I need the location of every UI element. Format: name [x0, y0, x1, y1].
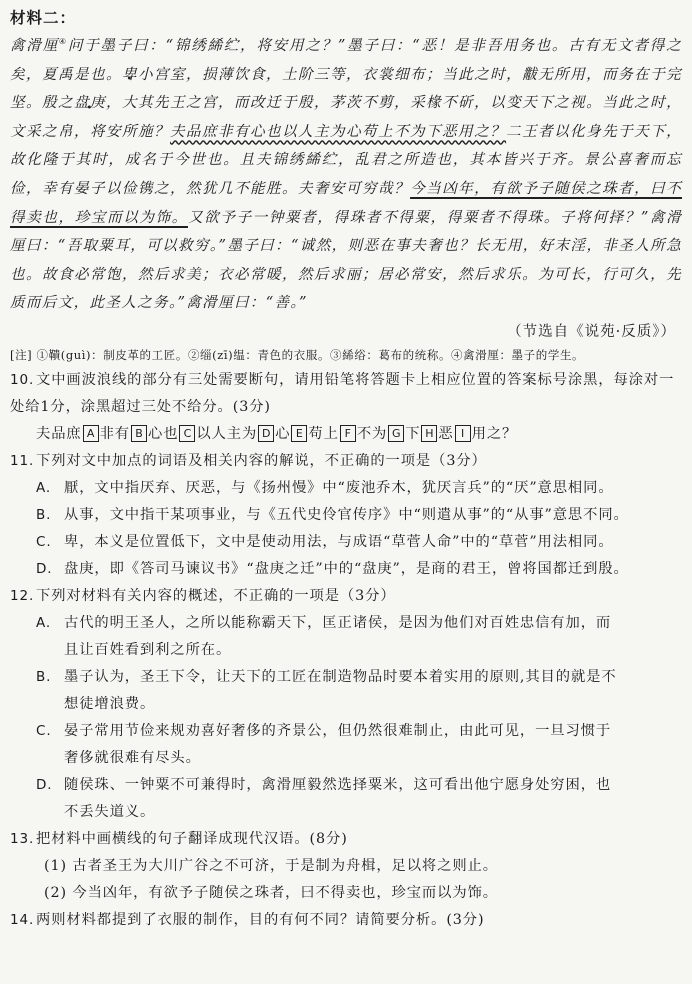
- option-c[interactable]: C. 晏子常用节俭来规劝喜好奢侈的齐景公，但仍然很难制止，由此可见，一旦习惯于: [36, 722, 612, 739]
- break-box[interactable]: I: [455, 425, 471, 442]
- passage-text: 小宫室，损薄饮食，土阶三等，衣裳细布；当此之时，黻无所用，而务在于完坚。殷之: [10, 65, 682, 112]
- underlined-sentence: 今当凶年，有欲予子随侯之珠者，曰不得卖也，珍宝而以为饰。: [10, 179, 682, 226]
- option-d-continued: 不丢失道义。: [64, 803, 156, 820]
- option-a[interactable]: A. 厭，文中指厌弃、厌恶，与《扬州慢》中“废池乔木，犹厌言兵”的“厌”意思相同。: [36, 479, 614, 496]
- question-number: 11.: [10, 452, 35, 469]
- passage-text: 又欲予子一钟粟者，得珠者不得粟，得粟者不得珠。子将何择？”禽滑厘曰：“吾取粟耳，可以救穷。”墨子曰：“诚然，则恶在事夫奢也？长无用，好末淫，非圣人所急也。故食必常饱，然后求美；衣必常暖，然后求丽；居必常安，然后求乐。为可长，行可久，先质而后文，此圣人之务。”禽滑厘曰：“善。”: [10, 208, 683, 312]
- dotted-word: 盘庚: [74, 94, 107, 112]
- break-box[interactable]: F: [340, 425, 356, 442]
- classical-passage: [10, 32, 682, 318]
- passage-text: ，大其先王之宫，而改迁于殷，茅茨不剪，采椽不斫，以变天下之视。当此之时，文采之帛，将安所施？: [10, 94, 682, 140]
- option-c[interactable]: C. 卑，本义是位置低下，文中是使动用法，与成语“草菅人命”中的“草菅”用法相同。: [36, 533, 614, 550]
- question-stem: 下列对材料有关内容的概述，不正确的一项是（3分）: [36, 587, 396, 604]
- question-13: [10, 826, 682, 907]
- question-12: [10, 583, 682, 826]
- option-c-continued: 奢侈就很难有尽头。: [64, 749, 201, 766]
- option-a-continued: 且让百姓看到利之所在。: [64, 641, 232, 658]
- break-box[interactable]: C: [179, 425, 195, 442]
- question-10: [10, 367, 682, 448]
- question-number: 13.: [10, 830, 35, 847]
- question-stem: 把材料中画横线的句子翻译成现代汉语。(8分): [36, 830, 348, 847]
- option-a[interactable]: A. 古代的明王圣人，之所以能称霸天下，匡正诸侯，是因为他们对百姓忠信有加，而: [36, 614, 612, 631]
- dotted-word: 卑: [122, 65, 139, 83]
- break-box[interactable]: H: [421, 425, 437, 442]
- footnote-marker: ④: [58, 37, 68, 47]
- passage-text: 禽滑厘: [10, 37, 59, 54]
- question-11: [10, 448, 682, 583]
- translation-item-1: (1) 古者圣王为大川广谷之不可济，于是制为舟楫，足以将之则止。: [44, 857, 498, 874]
- section-heading: 材料二：: [10, 9, 77, 27]
- break-box[interactable]: D: [258, 425, 274, 442]
- question-number: 14.: [10, 911, 35, 928]
- question-number: 10.: [10, 371, 35, 388]
- break-box[interactable]: A: [83, 425, 99, 442]
- passage-source: （节选自《说苑·反质》）: [507, 323, 676, 340]
- break-box[interactable]: E: [291, 425, 307, 442]
- passage-text: 二王者以化身先于天下，故化隆于其时，成名于今世也。且夫锦绣絺纻，乱君之所造也，其本皆兴于齐。景公喜奢而忘俭，幸有晏子以俭镌之，然犹几不能胜。夫奢安可穷哉？: [10, 122, 682, 197]
- wavy-underlined-sentence: 夫品庶非有心也以人主为心苟上不为下恶用之？: [170, 122, 507, 140]
- question-14: [10, 907, 682, 934]
- question-number: 12.: [10, 587, 35, 604]
- option-d[interactable]: D. 盘庚，即《答司马谏议书》“盘庚之迁”中的“盘庚”，是商的君王，曾将国都迁到殷。: [36, 560, 629, 577]
- break-box[interactable]: G: [388, 425, 404, 442]
- break-box[interactable]: B: [131, 425, 147, 442]
- punctuation-line: 夫品庶 A 非有 B 心也 C 以人主为 D 心 E 苟上 F 不为 G 下 H 恶 I 用之？: [36, 425, 518, 442]
- option-b[interactable]: B. 墨子认为，圣王下令，让天下的工匠在制造物品时要本着实用的原则,其目的就是不: [36, 668, 617, 685]
- option-b[interactable]: B. 从事，文中指干某项事业，与《五代史伶官传序》中“则遣从事”的“从事”意思不同。: [36, 506, 629, 523]
- question-stem: 两则材料都提到了衣服的制作，目的有何不同？请简要分析。(3分): [36, 911, 485, 928]
- passage-text: 问于墨子曰：“锦绣絺纻，将安用之？”墨子曰：“恶！是非吾用务也。古有无文者得之矣，夏禹是也。: [10, 37, 682, 83]
- option-b-continued: 想徒增浪费。: [64, 695, 156, 712]
- question-stem: 10. 文中画波浪线的部分有三处需要断句，请用铅笔将答题卡上相应位置的答案标号涂黑，每涂对一处给1分，涂黑超过三处不给分。(3分): [10, 367, 682, 421]
- annotation-notes: [注] ①鞼(guì)：制皮革的工匠。②缁(zī)缊：青色的衣服。③絺绤：葛布的统称。④禽滑厘：墨子的学生。: [10, 347, 585, 362]
- translation-item-2: (2) 今当凶年，有欲予子随侯之珠者，曰不得卖也，珍宝而以为饰。: [44, 884, 498, 901]
- question-stem: 下列对文中加点的词语及相关内容的解说，不正确的一项是（3分）: [36, 452, 487, 469]
- option-d[interactable]: D. 随侯珠、一钟粟不可兼得时，禽滑厘毅然选择粟米，这可看出他宁愿身处穷困，也: [36, 776, 612, 793]
